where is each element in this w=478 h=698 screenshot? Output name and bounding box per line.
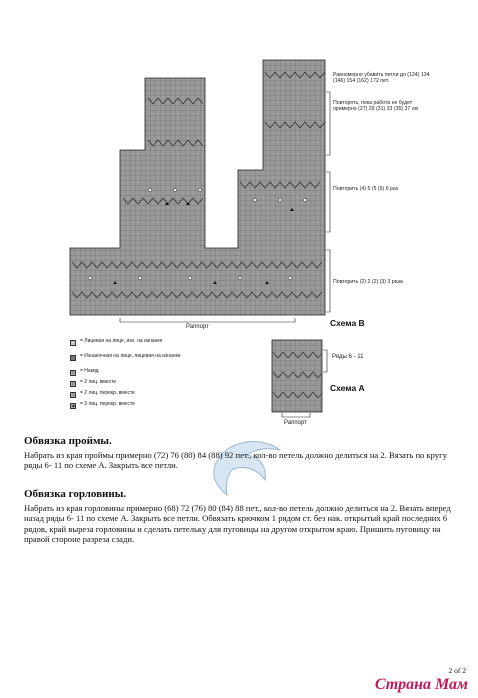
legend-text: = 2 лиц. перекр. вместе xyxy=(80,390,135,396)
site-watermark: Страна Мам xyxy=(374,676,468,693)
schema-b-title: Схема В xyxy=(330,318,365,328)
knit-symbol-icon: ■ xyxy=(71,340,75,346)
legend-text: = Накид xyxy=(80,368,99,374)
legend-text: = Изнаночная на лице, лицевая на изнанке xyxy=(80,353,181,359)
schema-a-chart xyxy=(272,340,327,417)
sk3-icon: ▲ xyxy=(71,403,76,409)
section-heading: Обвязка проймы. xyxy=(24,435,112,447)
note-repeat-times: Повторить (4) 5 (5 (6) 6 раз xyxy=(333,186,399,192)
section-heading: Обвязка горловины. xyxy=(24,488,127,500)
legend-text: = 2 лиц. вместе xyxy=(80,379,117,385)
yarn-over-icon: ○ xyxy=(71,370,75,376)
page-number: 2 of 2 xyxy=(448,666,466,675)
k2tog-icon: / xyxy=(70,381,76,387)
schema-a-title: Схема А xyxy=(330,383,365,393)
legend-text: = 3 лиц. перекр. вместе xyxy=(80,401,135,407)
repeat-brackets xyxy=(326,92,330,312)
schema-b-chart xyxy=(70,60,325,322)
ssk-icon: \ xyxy=(70,392,76,398)
purl-symbol-icon: ■ xyxy=(71,355,75,361)
section-text: Набрать из края проймы примерно (72) 76 (80) 84 (88) 92 пет., кол-во петель должно делиться на 2. Вязать по кругу ряды 6- 11 по схеме А. Закрыть все петли. xyxy=(24,450,447,471)
rows-label: Ряды 6 - 11 xyxy=(332,354,364,360)
note-decrease: Равномерно убавить петли до (124) 134 (146) 154 (162) 172 пет. xyxy=(333,72,430,85)
rapport-label-a: Раппорт xyxy=(284,420,307,426)
note-repeat-length: Повторять, пока работа не будет примерно (27) 29 (31) 33 (35) 37 см xyxy=(333,100,418,113)
legend-text: = Лицевая на лице, изн. на изнанке xyxy=(80,338,163,344)
section-text: Набрать из края горловины примерно (68) 72 (76) 80 (84) 88 пет., кол-во петель должно делиться на 2. Вязать вперед назад ряды 6- 11 по схеме А. Закрыть все петли. Обвязать крючком 1 рядом ст. без нак. открытый край последних 6 рядов, край выреза горловины и сделать петельку для пуговицы на другом открытом краю. Пришить пуговицу на правой стороне разреза сзади. xyxy=(24,503,451,545)
rapport-label-b: Раппорт xyxy=(186,324,209,330)
note-repeat-rows: Повторить (2) 2 (2) (3) 3 раза xyxy=(333,279,403,285)
